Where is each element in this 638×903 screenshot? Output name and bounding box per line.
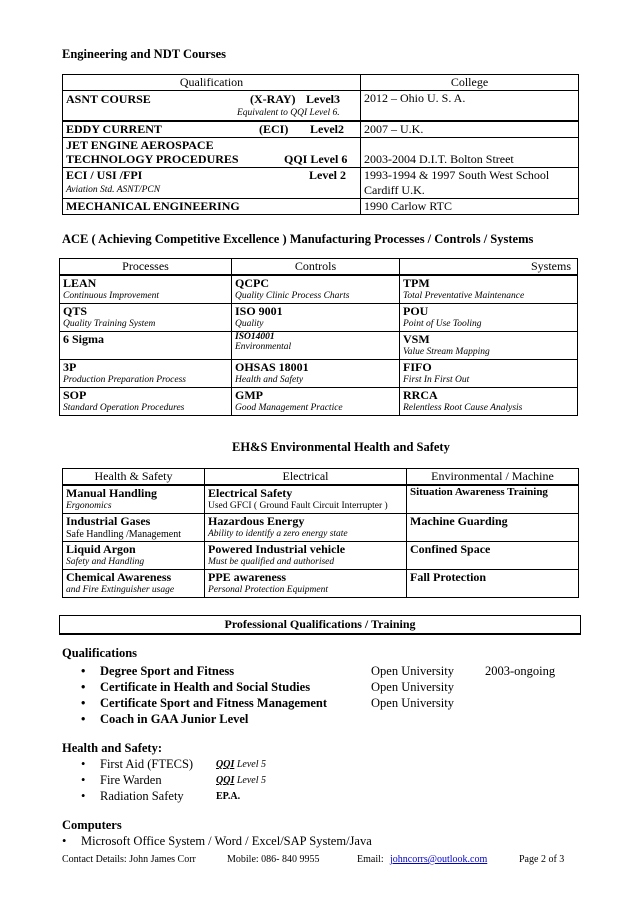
process-desc: Production Preparation Process: [63, 374, 186, 385]
table-row: [63, 121, 361, 138]
process-name: QTS: [63, 303, 88, 318]
college-cell: 2012 – Ohio U. S. A.: [361, 91, 579, 121]
course-name: EDDY CURRENT: [66, 121, 162, 136]
control-name: GMP: [235, 387, 263, 402]
col-header-health-safety: Health & Safety: [63, 469, 205, 486]
electrical-name: Electrical Safety: [208, 486, 293, 500]
system-desc: First In First Out: [403, 374, 470, 385]
course-method: (X-RAY): [250, 92, 296, 106]
hs-name: Industrial Gases: [66, 513, 151, 528]
electrical-desc: Must be qualified and authorised: [208, 556, 335, 567]
hs-name: Manual Handling: [66, 486, 158, 500]
college-cell: 2007 – U.K.: [361, 121, 579, 138]
prof-banner: [59, 615, 581, 635]
table-row: [63, 485, 579, 513]
footer-email-link[interactable]: johncorrs@outlook.com: [390, 854, 488, 865]
system-desc: Relentless Root Cause Analysis: [403, 402, 523, 413]
qualification-item: • Coach in GAA Junior Level: [100, 712, 248, 727]
ehs-title: EH&S Environmental Health and Safety: [232, 440, 450, 454]
table-row: [63, 167, 361, 198]
col-header-qualification: Qualification: [63, 75, 361, 91]
course-level: Level 2: [309, 167, 346, 182]
system-name: TPM: [403, 276, 430, 290]
hs-cert-org-name: QQI: [216, 759, 235, 770]
qualification-item: • Certificate in Health and Social Studies: [100, 680, 310, 695]
course-level: Level2: [310, 121, 344, 136]
control-name: QCPC: [235, 276, 269, 290]
col-header-college: College: [361, 75, 579, 91]
hs-cert-level: Level 5: [236, 759, 266, 770]
process-desc: Continuous Improvement: [63, 291, 159, 301]
electrical-name: Hazardous Energy: [208, 513, 305, 528]
hs-desc: Ergonomics: [66, 501, 112, 511]
course-method: (ECI): [259, 121, 289, 136]
table-row: [60, 331, 578, 359]
env-name: Situation Awareness Training: [410, 486, 548, 498]
system-name: FIFO: [403, 359, 432, 374]
college-line2: Cardiff U.K.: [364, 182, 425, 197]
process-name: SOP: [63, 387, 87, 402]
qualification-institution: Open University: [371, 680, 454, 694]
qualification-institution: Open University: [371, 664, 454, 678]
col-header-environmental: Environmental / Machine: [407, 469, 579, 486]
college-cell: 2003-2004 D.I.T. Bolton Street: [361, 137, 579, 167]
electrical-desc: Ability to identify a zero energy state: [208, 528, 348, 539]
control-desc: Environmental: [235, 341, 292, 352]
table-row: [63, 569, 579, 597]
qualification-date: 2003-ongoing: [485, 664, 556, 678]
system-name: RRCA: [403, 387, 438, 402]
control-desc: Quality Clinic Process Charts: [235, 291, 350, 301]
engineering-title: Engineering and NDT Courses: [62, 47, 227, 61]
course-name-line2: TECHNOLOGY PROCEDURES: [66, 151, 239, 166]
ehs-table: [62, 468, 579, 598]
env-name: Fall Protection: [410, 569, 487, 584]
system-desc: Point of Use Tooling: [403, 318, 482, 329]
col-header-controls: Controls: [232, 259, 400, 276]
course-name: ASNT COURSE: [66, 92, 151, 106]
course-note: Aviation Std. ASNT/PCN: [66, 184, 161, 195]
prof-banner-title: Professional Qualifications / Training: [224, 617, 416, 631]
process-name: LEAN: [63, 276, 97, 290]
college-cell: [361, 167, 579, 198]
electrical-desc: Used GFCI ( Ground Fault Circuit Interrupter ): [208, 501, 388, 511]
hs-desc: Safe Handling /Management: [66, 528, 181, 540]
electrical-desc: Personal Protection Equipment: [208, 584, 328, 595]
table-row: [60, 387, 578, 415]
course-name: ECI / USI /FPI: [66, 167, 143, 182]
qualification-institution: Open University: [371, 696, 454, 710]
env-name: Machine Guarding: [410, 513, 508, 528]
hs-cert-item: • First Aid (FTECS): [100, 757, 193, 772]
system-desc: Value Stream Mapping: [403, 346, 490, 357]
computers-item: • Microsoft Office System / Word / Excel/SAP System/Java: [81, 834, 372, 849]
footer-contact: Contact Details: John James Corr: [62, 854, 196, 865]
health-safety-title: Health and Safety:: [62, 741, 162, 755]
table-row: [63, 513, 579, 541]
table-row: [60, 303, 578, 331]
control-name: OHSAS 18001: [235, 359, 309, 374]
table-row: [60, 275, 578, 303]
system-desc: Total Preventative Maintenance: [403, 291, 525, 301]
hs-cert-level: Level 5: [236, 775, 266, 786]
electrical-name: PPE awareness: [208, 569, 287, 584]
control-name: ISO 9001: [235, 303, 283, 318]
control-desc: Health and Safety: [235, 374, 304, 385]
process-desc: Standard Operation Procedures: [63, 402, 185, 413]
table-row: MECHANICAL ENGINEERING: [63, 198, 361, 214]
table-row: [63, 137, 361, 167]
hs-cert-org: [216, 759, 266, 770]
control-desc: Quality: [235, 318, 264, 329]
hs-cert-org: [216, 775, 266, 786]
table-row: [63, 91, 361, 121]
hs-cert-org-name: EP.A.: [216, 791, 241, 802]
col-header-processes: Processes: [60, 259, 232, 276]
footer-mobile: Mobile: 086- 840 9955: [227, 854, 320, 865]
process-name: 3P: [63, 359, 77, 374]
footer-email-label: Email:: [357, 854, 384, 865]
electrical-name: Powered Industrial vehicle: [208, 541, 346, 556]
hs-cert-item: • Radiation Safety: [100, 789, 184, 804]
footer-page-number: Page 2 of 3: [519, 854, 565, 865]
hs-desc: Safety and Handling: [66, 556, 145, 567]
process-desc: Quality Training System: [63, 318, 156, 329]
env-name: Confined Space: [410, 541, 491, 556]
hs-name: Chemical Awareness: [66, 569, 172, 584]
col-header-systems: Systems: [400, 259, 578, 276]
ace-table: [59, 258, 578, 416]
system-name: VSM: [403, 331, 430, 346]
course-name-line1: JET ENGINE AEROSPACE: [66, 137, 214, 152]
qualification-item: • Degree Sport and Fitness: [100, 664, 234, 679]
course-level: QQI Level 6: [284, 151, 348, 166]
hs-cert-org-name: QQI: [216, 775, 235, 786]
course-level: Level3: [306, 92, 340, 106]
hs-cert-item: • Fire Warden: [100, 773, 162, 788]
qualifications-title: Qualifications: [62, 646, 138, 660]
system-name: POU: [403, 303, 429, 318]
table-row: [60, 359, 578, 387]
qualification-item: • Certificate Sport and Fitness Management: [100, 696, 327, 711]
hs-desc: and Fire Extinguisher usage: [66, 584, 175, 595]
college-cell: 1990 Carlow RTC: [361, 198, 579, 214]
table-row: [63, 541, 579, 569]
computers-title: Computers: [62, 818, 122, 832]
ace-title: ACE ( Achieving Competitive Excellence ) Manufacturing Processes / Controls / Systems: [62, 232, 534, 246]
process-name: 6 Sigma: [63, 331, 105, 346]
col-header-electrical: Electrical: [205, 469, 407, 486]
engineering-table: [62, 74, 579, 215]
hs-name: Liquid Argon: [66, 541, 136, 556]
college-line1: 1993-1994 & 1997 South West School: [364, 167, 550, 182]
control-name: ISO14001: [235, 331, 275, 342]
course-note: Equivalent to QQI Level 6.: [237, 108, 340, 118]
control-desc: Good Management Practice: [235, 402, 343, 413]
